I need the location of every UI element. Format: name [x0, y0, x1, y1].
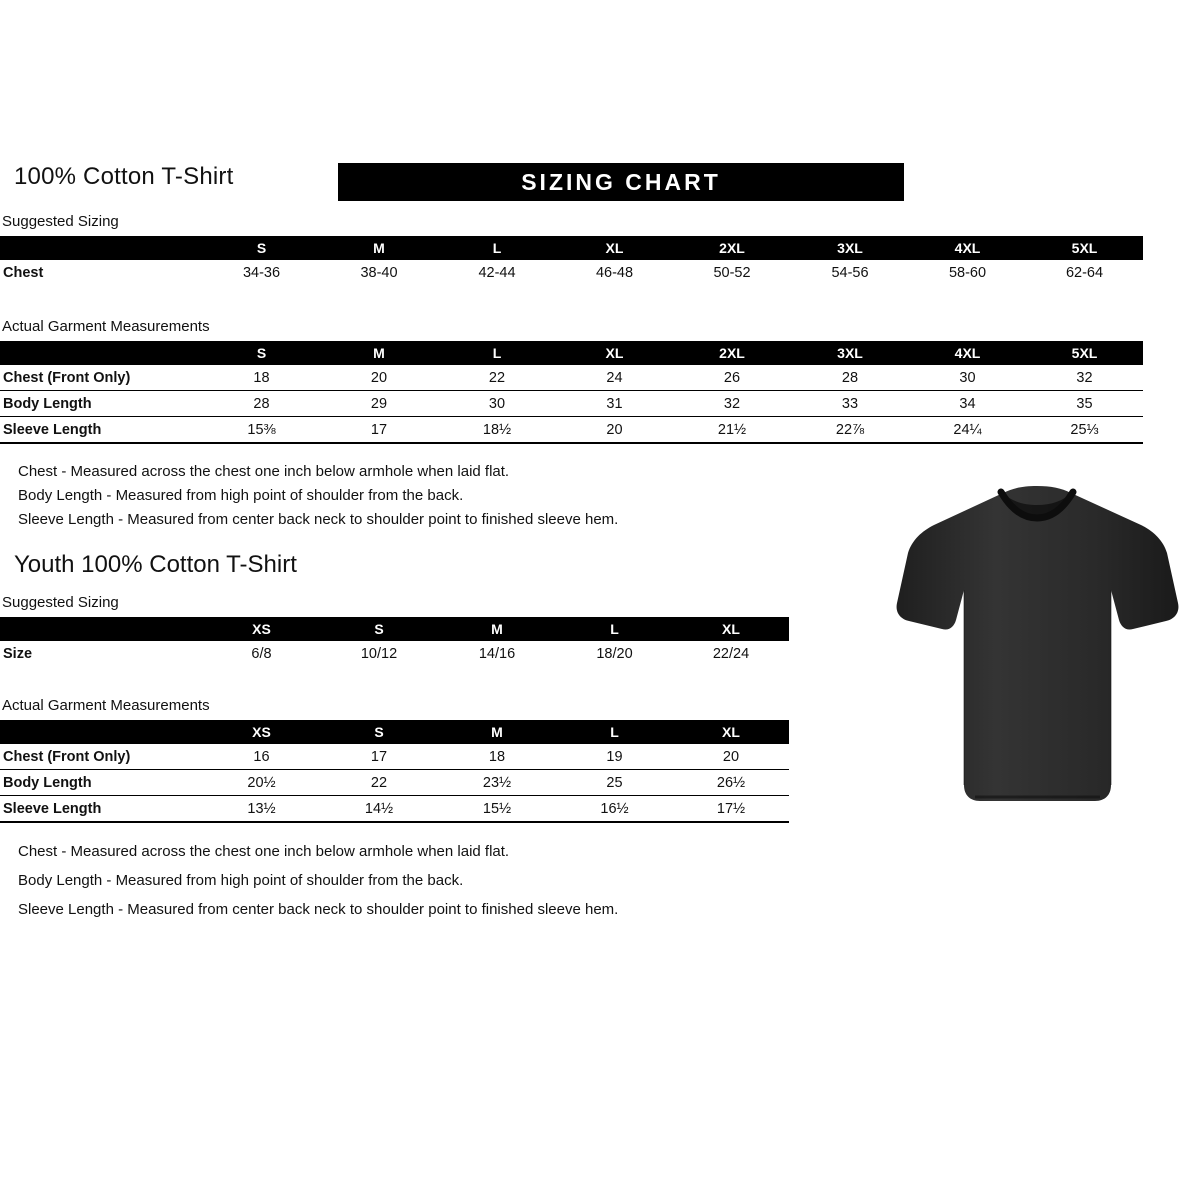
youth-section-title: Youth 100% Cotton T-Shirt: [14, 551, 297, 578]
column-header: XL: [556, 236, 673, 260]
table-header-row: [0, 236, 1143, 260]
table-row: [0, 260, 1143, 285]
column-header: S: [320, 720, 438, 744]
cell: 28: [203, 391, 320, 417]
column-header: XL: [673, 720, 789, 744]
column-header: XL: [673, 617, 789, 641]
cell: 22/24: [712, 645, 750, 662]
table-row: [0, 744, 789, 770]
cell: 14½: [320, 796, 438, 823]
cell: 22: [438, 365, 556, 391]
youth-note-chest: Chest - Measured across the chest one inch below armhole when laid flat.: [18, 843, 510, 860]
adult-note-sleeve-length: Sleeve Length - Measured from center back neck to shoulder point to finished sleeve hem.: [18, 511, 619, 528]
cell: 19: [556, 744, 673, 770]
cell: 21½: [673, 417, 791, 444]
adult-suggested-sizing-label: Suggested Sizing: [2, 213, 119, 230]
column-header: [0, 720, 203, 744]
cell: 22: [320, 770, 438, 796]
table-row: [0, 365, 1143, 391]
cell: 31: [556, 391, 673, 417]
adult-actual-measurements-table: [0, 341, 1143, 444]
cell: 18½: [438, 417, 556, 444]
table-row: [0, 391, 1143, 417]
table-row: [0, 417, 1143, 444]
cell: 62-64: [1065, 264, 1104, 281]
column-header: [0, 617, 203, 641]
column-header: M: [438, 617, 556, 641]
cell: 26: [673, 365, 791, 391]
youth-actual-measurements-table: [0, 720, 789, 823]
cell: 24: [556, 365, 673, 391]
cell: 34: [909, 391, 1026, 417]
cell: 18: [438, 744, 556, 770]
cell: 17: [320, 417, 438, 444]
row-label: Body Length: [0, 391, 203, 417]
cell: 15½: [438, 796, 556, 823]
row-label: Chest: [3, 264, 44, 281]
cell: 10/12: [360, 645, 398, 662]
column-header: [0, 236, 203, 260]
column-header: M: [320, 341, 438, 365]
cell: 32: [673, 391, 791, 417]
column-header: [0, 341, 203, 365]
cell: 18/20: [596, 645, 633, 662]
cell: 58-60: [948, 264, 987, 281]
cell: 16½: [556, 796, 673, 823]
cell: 50-52: [713, 264, 751, 281]
adult-section-title: 100% Cotton T-Shirt: [14, 163, 234, 190]
adult-suggested-sizing-table: [0, 236, 1143, 285]
cell: 33: [791, 391, 909, 417]
cell: 20: [673, 744, 789, 770]
column-header: S: [203, 236, 320, 260]
column-header: L: [438, 236, 556, 260]
column-header: S: [203, 341, 320, 365]
column-header: L: [556, 720, 673, 744]
cell: 16: [203, 744, 320, 770]
sizing-chart-banner: [338, 163, 904, 201]
cell: 28: [791, 365, 909, 391]
t-shirt-illustration: [895, 485, 1180, 810]
column-header: 5XL: [1026, 236, 1143, 260]
column-header: M: [438, 720, 556, 744]
column-header: S: [320, 617, 438, 641]
cell: 54-56: [831, 264, 869, 281]
sizing-chart-banner-label: SIZING CHART: [521, 169, 721, 195]
column-header: 3XL: [791, 236, 909, 260]
cell: 18: [203, 365, 320, 391]
table-header-row: [0, 617, 789, 641]
cell: 30: [909, 365, 1026, 391]
column-header: L: [556, 617, 673, 641]
table-header-row: [0, 720, 789, 744]
column-header: 5XL: [1026, 341, 1143, 365]
adult-actual-measurements-label: Actual Garment Measurements: [2, 318, 210, 335]
column-header: 2XL: [673, 341, 791, 365]
youth-actual-measurements-label: Actual Garment Measurements: [2, 697, 210, 714]
cell: 32: [1026, 365, 1143, 391]
cell: 26½: [673, 770, 789, 796]
row-label: Size: [3, 645, 33, 662]
youth-suggested-sizing-table: [0, 617, 789, 666]
table-header-row: [0, 341, 1143, 365]
column-header: XS: [203, 617, 320, 641]
cell: 23½: [438, 770, 556, 796]
column-header: L: [438, 341, 556, 365]
column-header: 4XL: [909, 236, 1026, 260]
cell: 6/8: [251, 645, 272, 662]
youth-suggested-sizing-label: Suggested Sizing: [2, 594, 119, 611]
cell: 13½: [203, 796, 320, 823]
table-row: [0, 641, 789, 666]
row-label: Sleeve Length: [0, 796, 203, 823]
row-label: Chest (Front Only): [0, 744, 203, 770]
column-header: XL: [556, 341, 673, 365]
cell: 46-48: [595, 264, 634, 281]
column-header: 3XL: [791, 341, 909, 365]
cell: 29: [320, 391, 438, 417]
adult-note-chest: Chest - Measured across the chest one inch below armhole when laid flat.: [18, 463, 510, 480]
cell: 14/16: [478, 645, 516, 662]
cell: 35: [1026, 391, 1143, 417]
table-row: [0, 770, 789, 796]
cell: 20½: [203, 770, 320, 796]
column-header: XS: [203, 720, 320, 744]
cell: 20: [320, 365, 438, 391]
column-header: M: [320, 236, 438, 260]
column-header: 4XL: [909, 341, 1026, 365]
cell: 17½: [673, 796, 789, 823]
cell: 17: [320, 744, 438, 770]
cell: 24¼: [909, 417, 1026, 444]
cell: 38-40: [360, 264, 398, 281]
cell: 20: [556, 417, 673, 444]
cell: 30: [438, 391, 556, 417]
row-label: Body Length: [0, 770, 203, 796]
cell: 15⅜: [203, 417, 320, 444]
column-header: 2XL: [673, 236, 791, 260]
youth-note-body-length: Body Length - Measured from high point of shoulder from the back.: [18, 872, 464, 889]
cell: 25: [556, 770, 673, 796]
cell: 42-44: [478, 264, 516, 281]
row-label: Sleeve Length: [0, 417, 203, 444]
table-row: [0, 796, 789, 823]
youth-note-sleeve-length: Sleeve Length - Measured from center back neck to shoulder point to finished sleeve hem.: [18, 901, 619, 918]
cell: 25⅓: [1026, 417, 1143, 444]
adult-note-body-length: Body Length - Measured from high point of shoulder from the back.: [18, 487, 464, 504]
row-label: Chest (Front Only): [0, 365, 203, 391]
cell: 34-36: [242, 264, 281, 281]
cell: 22⅞: [791, 417, 909, 444]
